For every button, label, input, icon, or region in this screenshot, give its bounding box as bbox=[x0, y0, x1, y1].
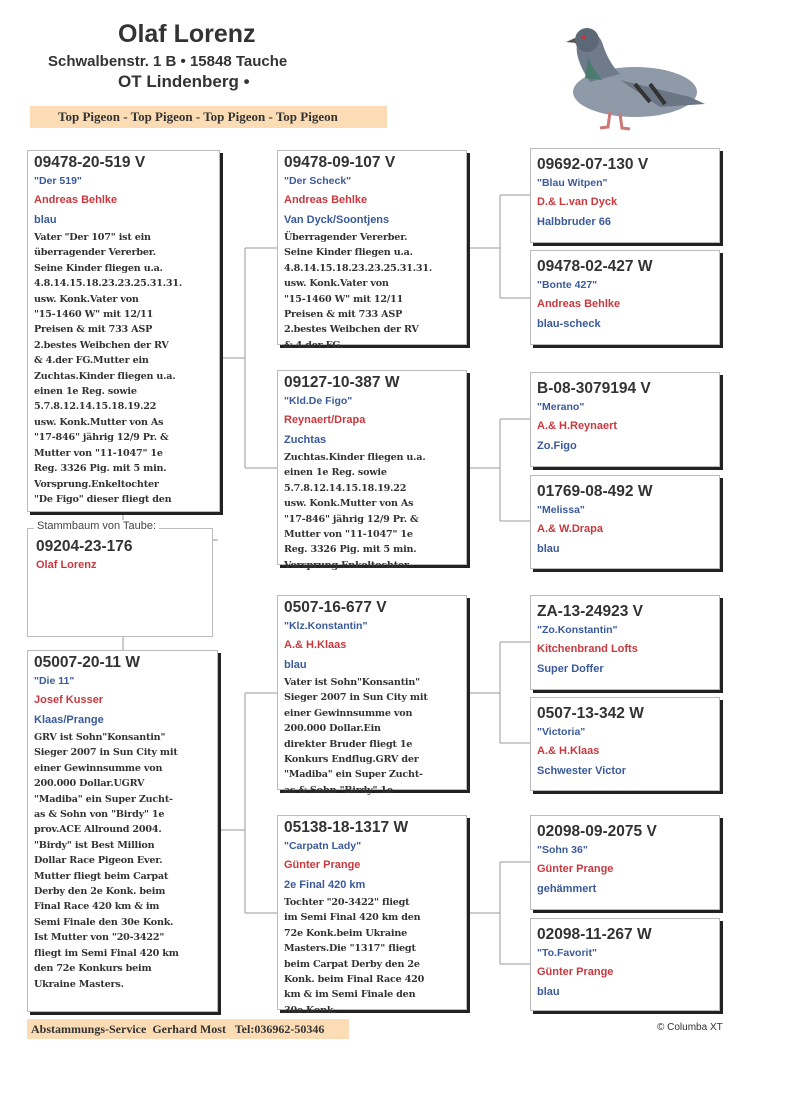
sire-card[interactable] bbox=[27, 150, 220, 512]
great-grandparent-card[interactable] bbox=[530, 697, 720, 791]
ring-number: 0507-13-342 W bbox=[537, 705, 644, 722]
pigeon-name: "Die 11" bbox=[34, 675, 75, 687]
pigeon-name: "Der 519" bbox=[34, 175, 82, 187]
breeder: Günter Prange bbox=[537, 966, 614, 978]
color: Halbbruder 66 bbox=[537, 216, 611, 228]
breeder: A.& H.Reynaert bbox=[537, 420, 618, 432]
ring-number: 09692-07-130 V bbox=[537, 156, 649, 173]
pigeon-name: "Sohn 36" bbox=[537, 844, 588, 856]
breeder: D.& L.van Dyck bbox=[537, 196, 618, 208]
pigeon-name: "Carpatn Lady" bbox=[284, 840, 362, 852]
color: Super Doffer bbox=[537, 663, 604, 675]
owner-name: Olaf Lorenz bbox=[118, 20, 256, 48]
ring-number: 05138-18-1317 W bbox=[284, 819, 409, 836]
breeder: Olaf Lorenz bbox=[36, 559, 97, 571]
breeder: A.& W.Drapa bbox=[537, 523, 604, 535]
color: blau bbox=[537, 543, 560, 555]
breeder: A.& H.Klaas bbox=[537, 745, 600, 757]
color: Klaas/Prange bbox=[34, 714, 104, 726]
ring-number: 02098-11-267 W bbox=[537, 926, 652, 943]
color: gehämmert bbox=[537, 883, 597, 895]
breeder: Günter Prange bbox=[284, 859, 361, 871]
breeder: Andreas Behlke bbox=[537, 298, 621, 310]
great-grandparent-card[interactable] bbox=[530, 918, 720, 1011]
color: blau bbox=[537, 986, 560, 998]
ring-number: 02098-09-2075 V bbox=[537, 823, 657, 840]
subject-pigeon-card[interactable] bbox=[27, 520, 213, 637]
great-grandparent-card[interactable] bbox=[530, 595, 720, 690]
great-grandparent-card[interactable] bbox=[530, 250, 720, 345]
great-grandparent-card[interactable] bbox=[530, 815, 720, 910]
color: Van Dyck/Soontjens bbox=[284, 214, 390, 226]
pigeon-name: "Victoria" bbox=[537, 726, 586, 738]
ring-number: B-08-3079194 V bbox=[537, 380, 651, 397]
ring-number: 09478-20-519 V bbox=[34, 154, 146, 171]
color: 2e Final 420 km bbox=[284, 879, 366, 891]
ring-number: 09127-10-387 W bbox=[284, 374, 400, 391]
ring-number: 09478-09-107 V bbox=[284, 154, 396, 171]
color: Zuchtas bbox=[284, 434, 327, 446]
pigeon-name: "Klz.Konstantin" bbox=[284, 620, 368, 632]
dam-card[interactable] bbox=[27, 650, 218, 1012]
description: Zuchtas.Kinder fliegen u.a. einen 1e Reg. sowie 5.7.8.12.14.15.18.19.22 usw. Konk.Mutter von As "17-846" jährig 12/9 Pr. & Mutter von "11-1047" 1e Reg. 3326 Pig. mit 5 min. Vorsprung.Enkeltochter bbox=[284, 452, 426, 571]
color: blau-scheck bbox=[537, 318, 601, 330]
grandparent-card[interactable] bbox=[277, 815, 467, 1016]
top-pigeon-banner: Top Pigeon - Top Pigeon - Top Pigeon - Top Pigeon bbox=[30, 106, 387, 128]
breeder: Kitchenbrand Lofts bbox=[537, 643, 638, 655]
breeder: Andreas Behlke bbox=[284, 194, 368, 206]
description: Vater "Der 107" ist ein überragender Vererber. Seine Kinder fliegen u.a. 4.8.14.15.18.23.23.25.31.31. usw. Konk.Vater von "15-1460 W" mit 12/11 Preisen & mit 733 ASP 2.bestes Weibchen der RV & 4.der FG.Mutter ein Zuchtas.Kinder fliegen u.a. einen 1e Reg. sowie 5.7.8.12.14.15.18.19.22 usw. Konk.Mutter von As "17-846" jährig 12/9 Pr. & Mutter von "11-1047" 1e Reg. 3326 Pig. mit 5 min. Vorsprung.Enkeltochter "De Figo" dieser fliegt den bbox=[34, 232, 182, 505]
ring-number: 05007-20-11 W bbox=[34, 654, 140, 671]
pigeon-name: "Bonte 427" bbox=[537, 279, 598, 291]
great-grandparent-card[interactable] bbox=[530, 475, 720, 569]
pigeon-name: "Blau Witpen" bbox=[537, 177, 608, 189]
copyright: © Columba XT bbox=[657, 1022, 723, 1033]
ring-number: ZA-13-24923 V bbox=[537, 603, 643, 620]
pigeon-name: "Merano" bbox=[537, 401, 585, 413]
subject-label: Stammbaum von Taube: bbox=[34, 520, 159, 532]
ring-number: 01769-08-492 W bbox=[537, 483, 653, 500]
owner-address-line1: Schwalbenstr. 1 B • 15848 Tauche bbox=[48, 53, 288, 70]
color: blau bbox=[284, 659, 307, 671]
description: Vater ist Sohn"Konsantin" Sieger 2007 in Sun City mit einer Gewinnsumme von 200.000 Dollar.Ein direkter Bruder fliegt 1e Konkurs Endflug.GRV der "Madiba" ein Super Zucht- as & Sohn "Birdy" 1e bbox=[284, 677, 428, 796]
pigeon-image bbox=[540, 22, 710, 137]
grandparent-card[interactable] bbox=[277, 150, 467, 351]
grandparent-card[interactable] bbox=[277, 370, 467, 571]
pigeon-name: "To.Favorit" bbox=[537, 947, 597, 959]
pigeon-name: "Melissa" bbox=[537, 504, 585, 516]
breeder: Reynaert/Drapa bbox=[284, 414, 366, 426]
breeder: Günter Prange bbox=[537, 863, 614, 875]
pigeon-name: "Kld.De Figo" bbox=[284, 395, 353, 407]
great-grandparent-card[interactable] bbox=[530, 372, 720, 467]
breeder: A.& H.Klaas bbox=[284, 639, 347, 651]
pigeon-name: "Zo.Konstantin" bbox=[537, 624, 618, 636]
owner-address-line2: OT Lindenberg • bbox=[118, 72, 250, 91]
description: Tochter "20-3422" fliegt im Semi Final 420 km den 72e Konk.beim Ukraine Masters.Die "1317" fliegt beim Carpat Derby den 2e Konk. beim Final Race 420 km & im Semi Finale den 30e Konk. bbox=[284, 897, 425, 1016]
color: Schwester Victor bbox=[537, 765, 627, 777]
great-grandparent-card[interactable] bbox=[530, 148, 720, 243]
service-footer: Abstammungs-Service Gerhard Most Tel:036962-50346 bbox=[27, 1019, 349, 1039]
ring-number: 09478-02-427 W bbox=[537, 258, 653, 275]
grandparent-card[interactable] bbox=[277, 595, 467, 796]
description: GRV ist Sohn"Konsantin" Sieger 2007 in Sun City mit einer Gewinnsumme von 200.000 Dollar.UGRV "Madiba" ein Super Zucht- as & Sohn von "Birdy" 1e prov.ACE Allround 2004. "Birdy" ist Best Million Dollar Race Pigeon Ever. Mutter fliegt beim Carpat Derby den 2e Konk. beim Final Race 420 km & im Semi Finale den 30e Konk. Ist Mutter von "20-3422" fliegt im Semi Final 420 km den 72e Konkurs beim Ukraine Masters. bbox=[34, 732, 179, 990]
breeder: Andreas Behlke bbox=[34, 194, 118, 206]
breeder: Josef Kusser bbox=[34, 694, 104, 706]
ring-number: 09204-23-176 bbox=[36, 538, 133, 555]
ring-number: 0507-16-677 V bbox=[284, 599, 387, 616]
color: Zo.Figo bbox=[537, 440, 577, 452]
description: Überragender Vererber. Seine Kinder fliegen u.a. 4.8.14.15.18.23.23.25.31.31. usw. Konk.Vater von "15-1460 W" mit 12/11 Preisen & mit 733 ASP 2.bestes Weibchen der RV & 4.der FG. bbox=[284, 232, 432, 351]
pigeon-name: "Der Scheck" bbox=[284, 175, 352, 187]
color: blau bbox=[34, 214, 57, 226]
